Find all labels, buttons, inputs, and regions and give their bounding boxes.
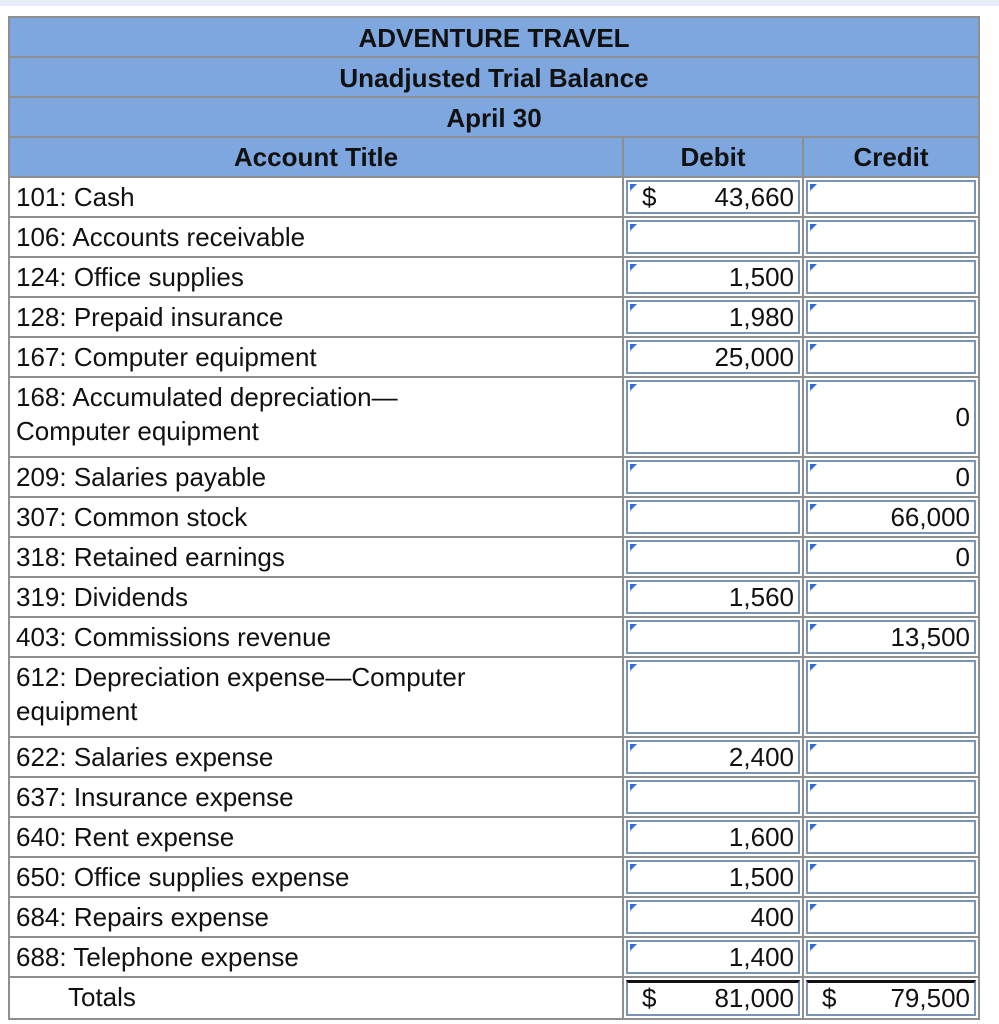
total-debit-input[interactable] bbox=[626, 980, 800, 1016]
debit-input[interactable] bbox=[626, 660, 800, 734]
table-row bbox=[10, 458, 978, 498]
debit-cell bbox=[624, 778, 804, 816]
credit-cell bbox=[804, 938, 978, 976]
input-marker-icon bbox=[810, 304, 817, 311]
credit-input[interactable] bbox=[806, 500, 976, 534]
account-title: 128: Prepaid insurance bbox=[10, 298, 624, 336]
debit-cell bbox=[624, 658, 804, 736]
input-marker-icon bbox=[810, 344, 817, 351]
trial-balance-table bbox=[8, 16, 980, 1020]
input-marker-icon bbox=[810, 584, 817, 591]
debit-cell bbox=[624, 938, 804, 976]
credit-input[interactable] bbox=[806, 860, 976, 894]
input-marker-icon bbox=[630, 744, 637, 751]
table-row bbox=[10, 858, 978, 898]
input-marker-icon bbox=[810, 504, 817, 511]
table-row bbox=[10, 738, 978, 778]
credit-input[interactable] bbox=[806, 220, 976, 254]
credit-value: 66,000 bbox=[890, 501, 970, 532]
credit-input[interactable] bbox=[806, 620, 976, 654]
total-debit-value: 81,000 bbox=[714, 983, 794, 1013]
credit-cell bbox=[804, 298, 978, 336]
debit-value: 1,500 bbox=[728, 261, 794, 292]
dollar-sign: $ bbox=[642, 181, 657, 212]
table-row bbox=[10, 378, 978, 458]
debit-cell bbox=[624, 218, 804, 256]
total-credit-cell bbox=[804, 978, 978, 1018]
account-title: 622: Salaries expense bbox=[10, 738, 624, 776]
input-marker-icon bbox=[630, 904, 637, 911]
debit-input[interactable] bbox=[626, 740, 800, 774]
debit-cell bbox=[624, 178, 804, 216]
account-title: 640: Rent expense bbox=[10, 818, 624, 856]
table-row bbox=[10, 778, 978, 818]
input-marker-icon bbox=[810, 224, 817, 231]
debit-value: 1,560 bbox=[728, 581, 794, 612]
credit-input[interactable] bbox=[806, 260, 976, 294]
table-body bbox=[10, 178, 978, 1018]
debit-cell bbox=[624, 858, 804, 896]
credit-cell bbox=[804, 178, 978, 216]
credit-input[interactable] bbox=[806, 300, 976, 334]
debit-cell bbox=[624, 618, 804, 656]
credit-cell bbox=[804, 578, 978, 616]
debit-input[interactable] bbox=[626, 500, 800, 534]
account-title: 167: Computer equipment bbox=[10, 338, 624, 376]
credit-input[interactable] bbox=[806, 900, 976, 934]
credit-cell bbox=[804, 458, 978, 496]
input-marker-icon bbox=[810, 904, 817, 911]
account-title: 106: Accounts receivable bbox=[10, 218, 624, 256]
debit-cell bbox=[624, 298, 804, 336]
debit-value: 1,400 bbox=[728, 941, 794, 972]
account-title: 612: Depreciation expense—Computer equipment bbox=[10, 658, 624, 736]
credit-cell bbox=[804, 498, 978, 536]
debit-cell bbox=[624, 498, 804, 536]
credit-input[interactable] bbox=[806, 780, 976, 814]
debit-value: 2,400 bbox=[728, 741, 794, 772]
input-marker-icon bbox=[630, 824, 637, 831]
dollar-sign: $ bbox=[822, 983, 837, 1013]
input-marker-icon bbox=[630, 664, 637, 671]
debit-cell bbox=[624, 738, 804, 776]
totals-row bbox=[10, 978, 978, 1018]
credit-cell bbox=[804, 778, 978, 816]
input-marker-icon bbox=[810, 824, 817, 831]
debit-input[interactable] bbox=[626, 260, 800, 294]
account-title-header: Account Title bbox=[10, 138, 624, 176]
table-row bbox=[10, 658, 978, 738]
credit-value: 0 bbox=[955, 401, 970, 432]
debit-input[interactable] bbox=[626, 340, 800, 374]
account-title: 307: Common stock bbox=[10, 498, 624, 536]
input-marker-icon bbox=[630, 264, 637, 271]
input-marker-icon bbox=[630, 784, 637, 791]
company-name: ADVENTURE TRAVEL bbox=[10, 18, 978, 58]
table-row bbox=[10, 498, 978, 538]
debit-cell bbox=[624, 458, 804, 496]
debit-header: Debit bbox=[624, 138, 804, 176]
account-title: 403: Commissions revenue bbox=[10, 618, 624, 656]
table-row bbox=[10, 578, 978, 618]
credit-input[interactable] bbox=[806, 380, 976, 454]
credit-input[interactable] bbox=[806, 460, 976, 494]
debit-cell bbox=[624, 378, 804, 456]
debit-value: 25,000 bbox=[714, 341, 794, 372]
credit-cell bbox=[804, 738, 978, 776]
debit-input[interactable] bbox=[626, 380, 800, 454]
credit-cell bbox=[804, 258, 978, 296]
input-marker-icon bbox=[630, 624, 637, 631]
debit-input[interactable] bbox=[626, 820, 800, 854]
debit-value: 1,600 bbox=[728, 821, 794, 852]
table-row bbox=[10, 338, 978, 378]
debit-input[interactable] bbox=[626, 180, 800, 214]
table-row bbox=[10, 218, 978, 258]
debit-cell bbox=[624, 578, 804, 616]
credit-input[interactable] bbox=[806, 820, 976, 854]
debit-input[interactable] bbox=[626, 780, 800, 814]
totals-label: Totals bbox=[10, 978, 624, 1018]
debit-input[interactable] bbox=[626, 940, 800, 974]
debit-cell bbox=[624, 538, 804, 576]
debit-input[interactable] bbox=[626, 620, 800, 654]
credit-cell bbox=[804, 618, 978, 656]
account-title: 319: Dividends bbox=[10, 578, 624, 616]
table-row bbox=[10, 298, 978, 338]
input-marker-icon bbox=[810, 864, 817, 871]
total-credit-input[interactable] bbox=[806, 980, 976, 1016]
credit-input[interactable] bbox=[806, 660, 976, 734]
account-title: 318: Retained earnings bbox=[10, 538, 624, 576]
total-credit-value: 79,500 bbox=[890, 983, 970, 1013]
top-strip bbox=[0, 0, 999, 6]
debit-value: 1,500 bbox=[728, 861, 794, 892]
credit-input[interactable] bbox=[806, 940, 976, 974]
table-row bbox=[10, 258, 978, 298]
credit-cell bbox=[804, 218, 978, 256]
input-marker-icon bbox=[810, 264, 817, 271]
credit-cell bbox=[804, 338, 978, 376]
input-marker-icon bbox=[630, 504, 637, 511]
report-date: April 30 bbox=[10, 98, 978, 138]
credit-cell bbox=[804, 378, 978, 456]
input-marker-icon bbox=[810, 664, 817, 671]
debit-value: 400 bbox=[750, 901, 794, 932]
input-marker-icon bbox=[810, 184, 817, 191]
table-row bbox=[10, 618, 978, 658]
input-marker-icon bbox=[630, 224, 637, 231]
input-marker-icon bbox=[630, 384, 637, 391]
input-marker-icon bbox=[630, 864, 637, 871]
input-marker-icon bbox=[810, 624, 817, 631]
credit-input[interactable] bbox=[806, 580, 976, 614]
credit-header: Credit bbox=[853, 142, 929, 172]
credit-cell bbox=[804, 818, 978, 856]
table-row bbox=[10, 178, 978, 218]
input-marker-icon bbox=[810, 784, 817, 791]
account-title: 688: Telephone expense bbox=[10, 938, 624, 976]
dollar-sign: $ bbox=[642, 983, 657, 1013]
debit-cell bbox=[624, 258, 804, 296]
input-marker-icon bbox=[810, 744, 817, 751]
debit-value: 1,980 bbox=[728, 301, 794, 332]
input-marker-icon bbox=[630, 584, 637, 591]
debit-input[interactable] bbox=[626, 580, 800, 614]
account-title: 101: Cash bbox=[10, 178, 624, 216]
debit-input[interactable] bbox=[626, 300, 800, 334]
account-title: 650: Office supplies expense bbox=[10, 858, 624, 896]
debit-input[interactable] bbox=[626, 860, 800, 894]
debit-input[interactable] bbox=[626, 900, 800, 934]
input-marker-icon bbox=[630, 544, 637, 551]
debit-input[interactable] bbox=[626, 540, 800, 574]
credit-cell bbox=[804, 898, 978, 936]
debit-cell bbox=[624, 898, 804, 936]
credit-input[interactable] bbox=[806, 540, 976, 574]
table-row bbox=[10, 818, 978, 858]
credit-cell bbox=[804, 658, 978, 736]
credit-input[interactable] bbox=[806, 340, 976, 374]
input-marker-icon bbox=[630, 304, 637, 311]
table-row bbox=[10, 938, 978, 978]
input-marker-icon bbox=[810, 944, 817, 951]
credit-input[interactable] bbox=[806, 740, 976, 774]
input-marker-icon bbox=[810, 384, 817, 391]
table-row bbox=[10, 898, 978, 938]
debit-input[interactable] bbox=[626, 220, 800, 254]
debit-input[interactable] bbox=[626, 460, 800, 494]
credit-value: 13,500 bbox=[890, 621, 970, 652]
report-title: Unadjusted Trial Balance bbox=[10, 58, 978, 98]
account-title: 637: Insurance expense bbox=[10, 778, 624, 816]
input-marker-icon bbox=[810, 544, 817, 551]
account-title: 168: Accumulated depreciation— Computer equipment bbox=[10, 378, 624, 456]
input-marker-icon bbox=[630, 464, 637, 471]
debit-cell bbox=[624, 818, 804, 856]
column-header-row bbox=[10, 138, 978, 178]
credit-cell bbox=[804, 538, 978, 576]
table-row bbox=[10, 538, 978, 578]
account-title: 684: Repairs expense bbox=[10, 898, 624, 936]
credit-value: 0 bbox=[955, 541, 970, 572]
input-marker-icon bbox=[630, 184, 637, 191]
input-marker-icon bbox=[630, 944, 637, 951]
total-debit-cell bbox=[624, 978, 804, 1018]
credit-input[interactable] bbox=[806, 180, 976, 214]
account-title: 209: Salaries payable bbox=[10, 458, 624, 496]
account-title: 124: Office supplies bbox=[10, 258, 624, 296]
input-marker-icon bbox=[810, 464, 817, 471]
debit-value: 43,660 bbox=[714, 181, 794, 212]
debit-cell bbox=[624, 338, 804, 376]
credit-value: 0 bbox=[955, 461, 970, 492]
input-marker-icon bbox=[630, 344, 637, 351]
credit-cell bbox=[804, 858, 978, 896]
